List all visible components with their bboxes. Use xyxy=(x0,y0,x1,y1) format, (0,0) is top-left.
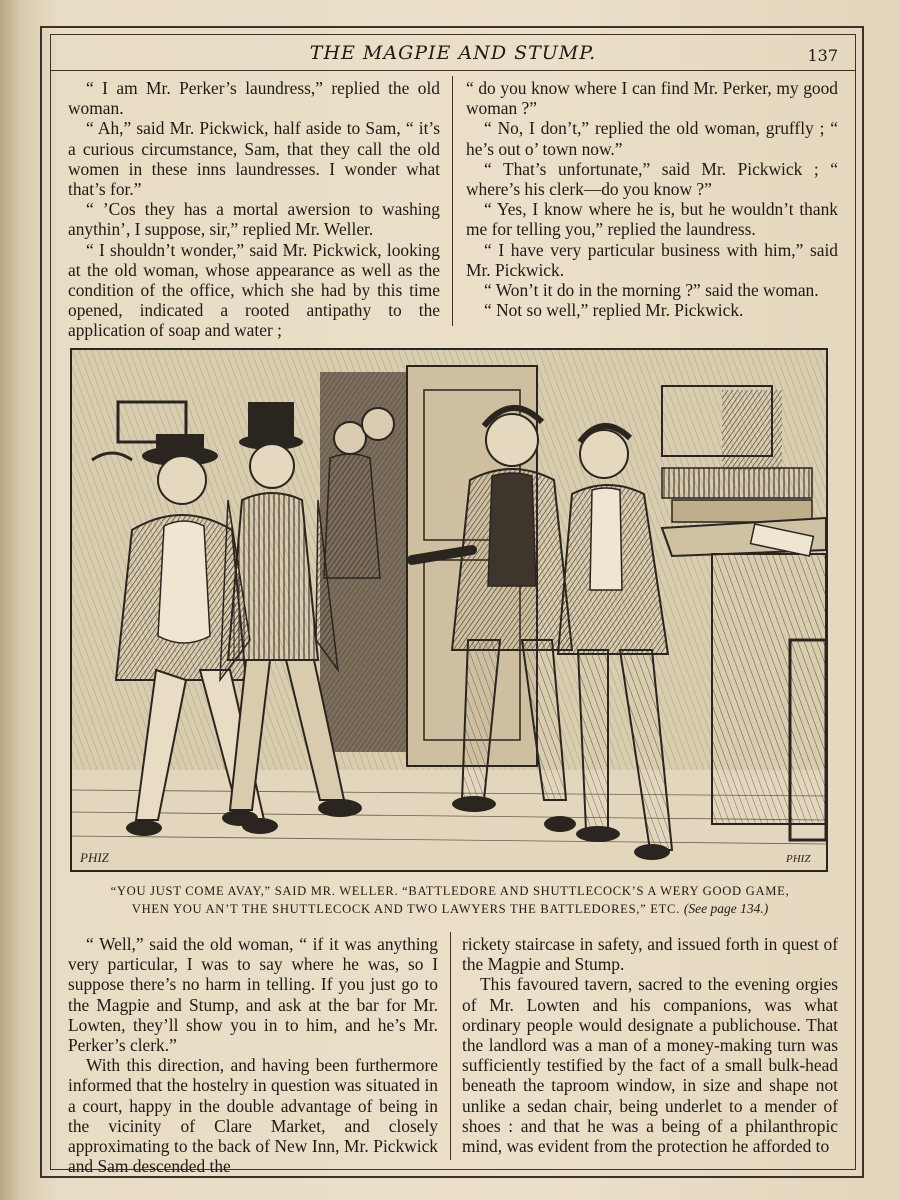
page-number: 137 xyxy=(807,46,838,65)
paragraph: rickety staircase in safety, and issued forth in quest of the Magpie and Stump. xyxy=(462,934,838,975)
running-title: THE MAGPIE AND STUMP. xyxy=(309,42,597,64)
caption-line-1: “YOU JUST COME AVAY,” SAID MR. WELLER. “BATTLEDORE AND SHUTTLECOCK’S A WERY GOOD GAME, xyxy=(110,884,790,898)
engraving-scene xyxy=(72,350,826,870)
paragraph: “ Yes, I know where he is, but he wouldn’t thank me for telling you,” replied the laundress. xyxy=(466,199,838,240)
text-column-top-left xyxy=(68,78,440,341)
caption-line-2 xyxy=(60,900,840,918)
paragraph: This favoured tavern, sacred to the evening orgies of Mr. Lowten and his companions, was what ordinary people would designate a publichouse. That the landlord was a man of a money-making turn was sufficiently testified by the fact of a small bulk-head beneath the taproom window, in size and shape not unlike a sedan chair, being underlet to a mender of shoes : and that he was a being of a philanthropic mind, was evident from the protection he afforded to xyxy=(462,974,838,1157)
paragraph: “ Well,” said the old woman, “ if it was anything very particular, I was to say where he was, so I suppose there’s no harm in telling. If you just go to the Magpie and Stump, and ask at the bar for Mr. Lowten, they’ll show you in to him, and he’s Mr. Perker’s clerk.” xyxy=(68,934,438,1056)
shelf xyxy=(662,468,812,498)
text-column-bottom-left xyxy=(68,934,438,1176)
desk xyxy=(712,554,826,824)
engraving-illustration xyxy=(70,348,828,872)
running-head xyxy=(50,36,856,71)
paragraph: “ do you know where I can find Mr. Perker, my good woman ?” xyxy=(466,78,838,119)
onlooker-head xyxy=(362,408,394,440)
column-rule-top xyxy=(452,76,453,326)
caption-line-2-text: VHEN YOU AN’T THE SHUTTLECOCK AND TWO LAWYERS THE BATTLEDORES,” ETC. xyxy=(131,902,680,916)
illustration-caption xyxy=(60,882,840,918)
paragraph: “ That’s unfortunate,” said Mr. Pickwick ; “ where’s his clerk—do you know ?” xyxy=(466,158,838,200)
paragraph: “ I have very particular business with him,” said Mr. Pickwick. xyxy=(466,239,838,280)
paragraph: With this direction, and having been furthermore informed that the hostelry in question was situated in a court, happy in the double advantage of being in the vicinity of Clare Market, and closely approximating to the back of New Inn, Mr. Pickwick and Sam descended the xyxy=(68,1055,438,1177)
paragraph: “ ’Cos they has a mortal awersion to washing anythin’, I suppose, sir,” replied Mr. Weller. xyxy=(68,199,440,240)
text-column-bottom-right xyxy=(462,934,838,1156)
paragraph: “ Ah,” said Mr. Pickwick, half aside to Sam, “ it’s a curious circumstance, Sam, that they call the old women in these inns laundresses. I wonder what that’s for.” xyxy=(68,118,440,200)
signature-right: PHIZ xyxy=(786,853,811,865)
signature-left: PHIZ xyxy=(80,850,109,865)
paragraph: “ I shouldn’t wonder,” said Mr. Pickwick, looking at the old woman, whose appearance as well as the condition of the office, which she had by this time opened, indicated a rooted antipathy to the application of soap and water ; xyxy=(68,239,440,341)
paragraph: “ Won’t it do in the morning ?” said the woman. xyxy=(484,280,819,301)
paragraph: “ No, I don’t,” replied the old woman, gruffly ; “ he’s out o’ town now.” xyxy=(466,118,838,159)
text-column-top-right xyxy=(466,78,838,320)
caption-page-reference: (See page 134.) xyxy=(683,901,769,916)
paragraph: “ I am Mr. Perker’s laundress,” replied the old woman. xyxy=(68,78,440,119)
book-stack xyxy=(672,500,812,522)
onlooker-head xyxy=(334,422,366,454)
column-rule-bottom xyxy=(450,932,451,1160)
books-on-shelf xyxy=(722,390,782,470)
paragraph: “ Not so well,” replied Mr. Pickwick. xyxy=(484,300,744,321)
